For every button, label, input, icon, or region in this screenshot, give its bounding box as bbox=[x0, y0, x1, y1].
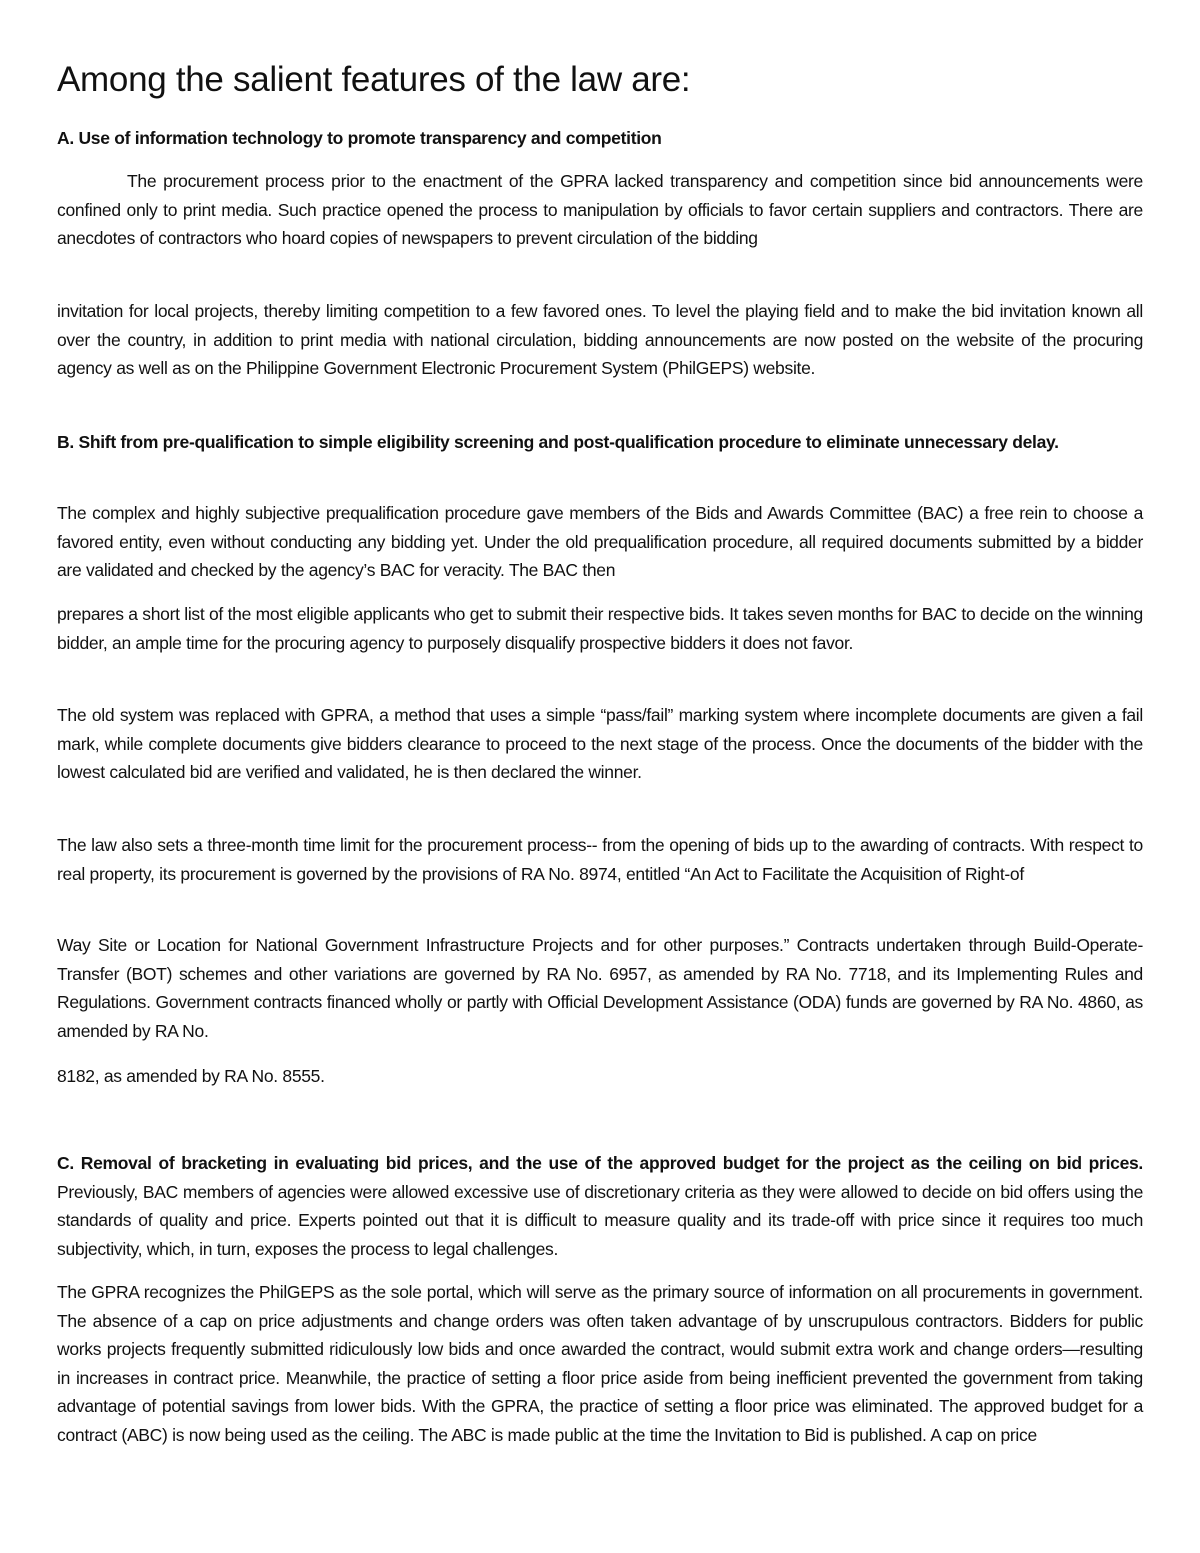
section-b-paragraph-4: The law also sets a three-month time limit for the procurement process-- from the opening of bids up to the awarding of contracts. With respect to real property, its procurement is governed by the provisions of RA No. 8974, entitled “An Act to Facilitate the Acquisition of Right-of bbox=[57, 835, 1143, 884]
section-b-paragraph-5: Way Site or Location for National Government Infrastructure Projects and for other purposes.” Contracts undertaken through Build-Operate-Transfer (BOT) schemes and other variations are governed by RA No. 6957, as amended by RA No. 7718, and its Implementing Rules and Regulations. Government contracts financed wholly or partly with Official Development Assistance (ODA) funds are governed by RA No. 4860, as amended by RA No. bbox=[57, 935, 1143, 1041]
section-a-paragraph-1: The procurement process prior to the enactment of the GPRA lacked transparency and competition since bid announcements were confined only to print media. Such practice opened the process to manipulation by officials to favor certain suppliers and contractors. There are anecdotes of contractors who hoard copies of newspapers to prevent circulation of the bidding bbox=[57, 171, 1143, 248]
section-c-lead-text: Previously, BAC members of agencies were allowed excessive use of discretionary criteria as they were allowed to decide on bid offers using the standards of quality and price. Experts pointed out that it is difficult to measure quality and its trade-off with price since it requires too much subjectivity, which, in turn, exposes the process to legal challenges. bbox=[57, 1181, 1143, 1259]
section-a-heading: A. Use of information technology to promote transparency and competition bbox=[57, 128, 662, 148]
section-c-heading: C. Removal of bracketing in evaluating bid prices, and the use of the approved budget for the project as the ceiling on bid prices. bbox=[57, 1153, 1143, 1173]
section-c-paragraph-2: The GPRA recognizes the PhilGEPS as the sole portal, which will serve as the primary source of information on all procurements in government. The absence of a cap on price adjustments and change orders was often taken advantage of by unscrupulous contractors. Bidders for public works projects frequently submitted ridiculously low bids and once awarded the contract, would submit extra work and change orders—resulting in increases in contract price. Meanwhile, the practice of setting a floor price aside from being inefficient prevented the government from taking advantage of potential savings from lower bids. With the GPRA, the practice of setting a floor price was eliminated. The approved budget for a contract (ABC) is now being used as the ceiling. The ABC is made public at the time the Invitation to Bid is published. A cap on price bbox=[57, 1282, 1143, 1445]
section-a-paragraph-2: invitation for local projects, thereby limiting competition to a few favored ones. To level the playing field and to make the bid invitation known all over the country, in addition to print media with national circulation, bidding announcements are now posted on the website of the procuring agency as well as on the Philippine Government Electronic Procurement System (PhilGEPS) website. bbox=[57, 301, 1143, 378]
section-b-paragraph-1: The complex and highly subjective prequalification procedure gave members of the Bids and Awards Committee (BAC) a free rein to choose a favored entity, even without conducting any bidding yet. Under the old prequalification procedure, all required documents submitted by a bidder are validated and checked by the agency’s BAC for veracity. The BAC then bbox=[57, 503, 1143, 580]
section-b-paragraph-3: The old system was replaced with GPRA, a method that uses a simple “pass/fail” marking system where incomplete documents are given a fail mark, while complete documents give bidders clearance to proceed to the next stage of the process. Once the documents of the bidder with the lowest calculated bid are verified and validated, he is then declared the winner. bbox=[57, 705, 1143, 782]
section-b-paragraph-6: 8182, as amended by RA No. 8555. bbox=[57, 1066, 325, 1086]
section-b-heading: B. Shift from pre-qualification to simple eligibility screening and post-qualification procedure to eliminate unnecessary delay. bbox=[57, 432, 1059, 452]
section-c-paragraph-1 bbox=[57, 1149, 1143, 1263]
section-b-paragraph-2: prepares a short list of the most eligible applicants who get to submit their respective bids. It takes seven months for BAC to decide on the winning bidder, an ample time for the procuring agency to purposely disqualify prospective bidders it does not favor. bbox=[57, 604, 1143, 653]
document-title: Among the salient features of the law are: bbox=[57, 60, 691, 99]
